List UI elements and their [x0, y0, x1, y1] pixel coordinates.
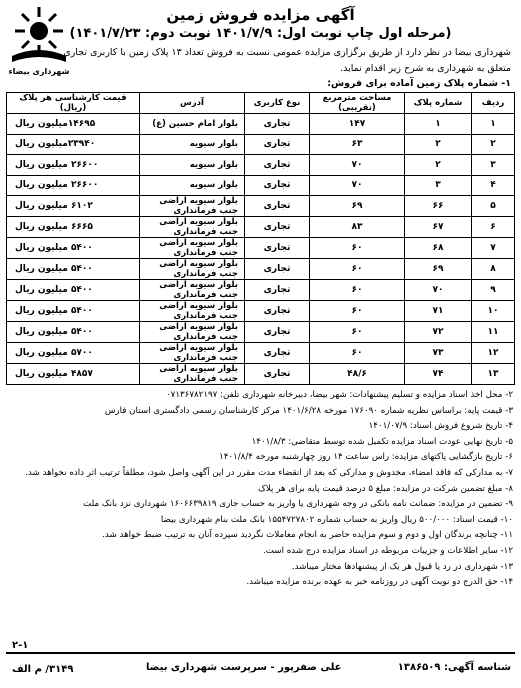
cell-address: بلوار سیویه اراضی جنب فرمانداری	[140, 196, 245, 217]
cell-price: ۲۶۶۰۰ میلیون ریال	[7, 155, 140, 176]
col-plot-header: شماره پلاک	[405, 93, 472, 114]
condition-item: ۶- تاریخ بازگشایی پاکتهای مزایده: راس ساعت ۱۴ روز چهارشنبه مورخه ۱۴۰۱/۸/۴	[219, 452, 513, 463]
cell-address: بلوار سیویه اراضی جنب فرمانداری	[140, 343, 245, 364]
cell-price: ۶۱۰۲ میلیون ریال	[7, 196, 140, 217]
page-ref: ۲-۱	[12, 640, 29, 651]
cell-price: ۵۷۰۰ میلیون ریال	[7, 343, 140, 364]
cell-address: بلوار سیویه اراضی جنب فرمانداری	[140, 217, 245, 238]
cell-address: بلوار سیویه اراضی جنب فرمانداری	[140, 322, 245, 343]
cell-row: ۶	[472, 217, 515, 238]
cell-row: ۸	[472, 259, 515, 280]
cell-use: تجاری	[245, 196, 310, 217]
condition-item: ۳- قیمت پایه: براساس نظریه شماره ۱۷۶۰۹۰ مورخه ۱۴۰۱/۶/۲۸ مرکز کارشناسان رسمی دادگستری استان فارس	[104, 405, 513, 416]
cell-area: ۶۳	[310, 134, 405, 155]
condition-item: ۱۱- چنانچه برندگان اول و دوم و سوم مزایده حاضر به انجام معاملات نگردید سپرده آنان به ترتیب ضبط خواهد شد.	[102, 530, 513, 541]
cell-row: ۹	[472, 280, 515, 301]
cell-area: ۶۰	[310, 280, 405, 301]
cell-row: ۷	[472, 238, 515, 259]
cell-price: ۲۶۶۰۰ میلیون ریال	[7, 175, 140, 196]
cell-plot: ۱	[405, 114, 472, 135]
cell-area: ۱۴۷	[310, 114, 405, 135]
table-row	[7, 259, 515, 280]
condition-item: ۹- تضمین در مزایده: ضمانت نامه بانکی در وجه شهرداری یا واریز به حساب جاری ۱۶۰۶۶۳۹۸۱۹ شهرداری نزد بانک ملت	[83, 499, 513, 510]
ad-code: شناسه آگهی: ۱۳۸۶۵۰۹	[397, 662, 511, 673]
col-price-header: قیمت کارشناسی هر پلاک (ریال)	[7, 93, 140, 114]
cell-plot: ۷۴	[405, 364, 472, 385]
table-row	[7, 343, 515, 364]
signature: علی صفرپور - سرپرست شهرداری بیضا	[146, 662, 342, 673]
cell-use: تجاری	[245, 134, 310, 155]
table-row	[7, 134, 515, 155]
cell-price: ۵۴۰۰ میلیون ریال	[7, 238, 140, 259]
cell-row: ۱۲	[472, 343, 515, 364]
cell-price: ۲۳۹۴۰میلیون ریال	[7, 134, 140, 155]
cell-price: ۵۴۰۰ میلیون ریال	[7, 301, 140, 322]
table-row	[7, 217, 515, 238]
cell-row: ۱۰	[472, 301, 515, 322]
section-heading: ۱- شماره پلاک زمین آماده برای فروش:	[327, 78, 511, 89]
cell-area: ۶۰	[310, 343, 405, 364]
cell-area: ۶۹	[310, 196, 405, 217]
notice-footer	[6, 640, 515, 684]
cell-address: بلوار سیویه اراضی جنب فرمانداری	[140, 238, 245, 259]
plots-table	[6, 92, 515, 385]
col-address-header: آدرس	[140, 93, 245, 114]
cell-area: ۶۰	[310, 301, 405, 322]
cell-plot: ۷۲	[405, 322, 472, 343]
cell-use: تجاری	[245, 343, 310, 364]
cell-price: ۶۶۶۵ میلیون ریال	[7, 217, 140, 238]
condition-item: ۵- تاریخ نهایی عودت اسناد مزایده تکمیل شده توسط متقاضی: ۱۴۰۱/۸/۳	[251, 436, 513, 447]
cell-use: تجاری	[245, 238, 310, 259]
table-row	[7, 196, 515, 217]
cell-area: ۷۰	[310, 175, 405, 196]
cell-price: ۵۴۰۰ میلیون ریال	[7, 259, 140, 280]
notice-title: آگهی مزایده فروش زمین	[166, 6, 355, 24]
cell-address: بلوار سیویه اراضی جنب فرمانداری	[140, 364, 245, 385]
cell-use: تجاری	[245, 114, 310, 135]
cell-area: ۶۰	[310, 259, 405, 280]
conditions-list	[6, 388, 515, 591]
condition-item: ۲- محل اخذ اسناد مزایده و تسلیم پیشنهادات: شهر بیضا، دبیرخانه شهرداری تلفن: ۰۷۱۳۶۷۸۲۱۹۷	[165, 390, 513, 400]
notice-subtitle: (مرحله اول چاپ نوبت اول: ۱۴۰۱/۷/۹ نوبت دوم: ۱۴۰۱/۷/۲۳)	[69, 26, 452, 41]
cell-address: بلوار سیویه	[140, 155, 245, 176]
cell-plot: ۳	[405, 175, 472, 196]
cell-row: ۴	[472, 175, 515, 196]
table-row	[7, 280, 515, 301]
table-header-row	[7, 93, 515, 114]
cell-plot: ۷۰	[405, 280, 472, 301]
intro-line: متعلق به شهرداری به شرح زیر اقدام نماید.	[340, 63, 511, 74]
cell-plot: ۶۶	[405, 196, 472, 217]
intro-line: شهرداری بیضا در نظر دارد از طریق برگزاری مزایده عمومی نسبت به فروش تعداد ۱۳ پلاک زمین با کاربری تجاری	[63, 47, 511, 58]
table-row	[7, 114, 515, 135]
cell-use: تجاری	[245, 175, 310, 196]
col-row-header: ردیف	[472, 93, 515, 114]
cell-use: تجاری	[245, 217, 310, 238]
cell-area: ۷۰	[310, 155, 405, 176]
cell-plot: ۶۹	[405, 259, 472, 280]
cell-row: ۳	[472, 155, 515, 176]
cell-address: بلوار سیویه	[140, 134, 245, 155]
cell-address: بلوار سیویه اراضی جنب فرمانداری	[140, 259, 245, 280]
condition-item: ۸- مبلغ تضمین شرکت در مزایده: مبلغ ۵ درصد قیمت پایه برای هر پلاک	[258, 483, 513, 494]
cell-address: بلوار امام حسین (ع)	[140, 114, 245, 135]
registration-ref: ۳۱۴۹/ م الف	[12, 664, 74, 675]
table-row	[7, 175, 515, 196]
cell-plot: ۲	[405, 155, 472, 176]
cell-row: ۲	[472, 134, 515, 155]
cell-plot: ۲	[405, 134, 472, 155]
table-row	[7, 238, 515, 259]
cell-plot: ۷۱	[405, 301, 472, 322]
col-use-header: نوع کاربری	[245, 93, 310, 114]
cell-address: بلوار سیویه اراضی جنب فرمانداری	[140, 301, 245, 322]
cell-row: ۱	[472, 114, 515, 135]
logo-text: شهرداری بیضاء	[8, 67, 70, 76]
cell-address: بلوار سیویه	[140, 175, 245, 196]
cell-price: ۱۴۶۹۵میلیون ریال	[7, 114, 140, 135]
condition-item: ۱۲- سایر اطلاعات و جزییات مربوطه در اسناد مزایده درج شده است.	[263, 545, 513, 556]
intro-paragraph	[6, 45, 515, 77]
municipality-logo	[8, 4, 70, 78]
condition-item: ۱۴- حق الدرج دو نوبت آگهی در روزنامه خبر به عهده برنده مزایده میباشد.	[246, 577, 513, 588]
condition-item: ۷- به مدارکی که فاقد امضاء، مخدوش و مدارکی که بعد از انقضاء مدت مقرر در این آگهی واصل شود، مطلقاً ترتیب اثر داده نخواهد شد.	[25, 467, 513, 478]
cell-use: تجاری	[245, 280, 310, 301]
cell-plot: ۷۳	[405, 343, 472, 364]
cell-area: ۸۳	[310, 217, 405, 238]
cell-use: تجاری	[245, 259, 310, 280]
cell-price: ۴۸۵۷ میلیون ریال	[7, 364, 140, 385]
cell-area: ۶۰	[310, 238, 405, 259]
condition-item: ۴- تاریخ شروع فروش اسناد: ۱۴۰۱/۰۷/۹	[368, 421, 513, 432]
col-area-header: مساحت مترمربع (تقریبی)	[310, 93, 405, 114]
cell-plot: ۶۷	[405, 217, 472, 238]
condition-item: ۱۰- قیمت اسناد: ۵۰۰/۰۰۰ ریال واریز به حساب شماره ۱۵۵۴۷۲۷۸۰۲ بانک ملت بنام شهرداری بیضا	[160, 514, 513, 525]
table-row	[7, 322, 515, 343]
cell-row: ۱۱	[472, 322, 515, 343]
cell-price: ۵۴۰۰ میلیون ریال	[7, 280, 140, 301]
cell-row: ۵	[472, 196, 515, 217]
cell-use: تجاری	[245, 301, 310, 322]
cell-price: ۵۴۰۰ میلیون ریال	[7, 322, 140, 343]
table-row	[7, 155, 515, 176]
cell-use: تجاری	[245, 364, 310, 385]
condition-item: ۱۳- شهرداری در رد یا قبول هر یک از پیشنهادها مختار میباشد.	[291, 561, 513, 572]
cell-area: ۶۰	[310, 322, 405, 343]
cell-use: تجاری	[245, 155, 310, 176]
cell-use: تجاری	[245, 322, 310, 343]
cell-area: ۴۸/۶	[310, 364, 405, 385]
table-row	[7, 364, 515, 385]
cell-row: ۱۳	[472, 364, 515, 385]
table-row	[7, 301, 515, 322]
cell-address: بلوار سیویه اراضی جنب فرمانداری	[140, 280, 245, 301]
cell-plot: ۶۸	[405, 238, 472, 259]
